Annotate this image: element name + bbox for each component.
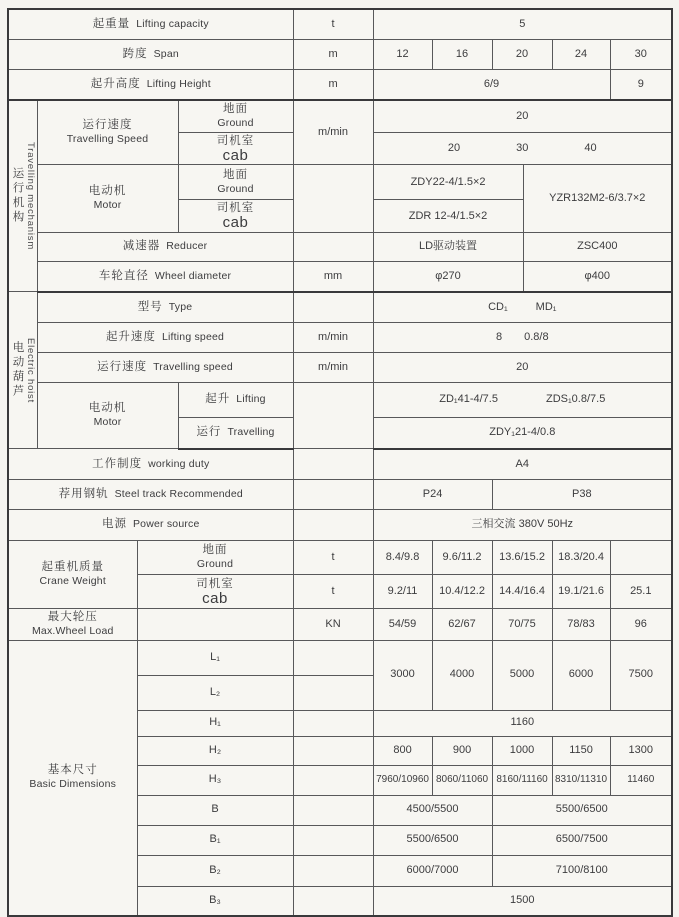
crane-weight-ground-label: 地面 Ground [137,540,293,574]
lifting-capacity-label: 起重量 Lifting capacity [8,9,293,40]
span-unit: m [293,40,373,70]
hoist-motor-travelling-value: ZDY₁21-4/0.8 [373,417,672,449]
dim-b2-label: B₂ [137,855,293,886]
mwl-12: 54/59 [373,608,432,640]
hoist-lifting-speed-unit: m/min [293,322,373,352]
working-duty-unit-cell [293,449,373,480]
hoist-lifting-speed-values: 8 0.8/8 [373,322,672,352]
working-duty-label: 工作制度 working duty [8,449,293,480]
max-wheel-load-label: 最大轮压 Max.Wheel Load [8,608,137,640]
reducer-label: 减速器 Reducer [37,232,293,261]
lifting-height-value-main: 6/9 [373,70,610,101]
dim-h2-24: 1150 [552,736,610,765]
lifting-height-label: 起升高度 Lifting Height [8,70,293,101]
span-value-30: 30 [610,40,672,70]
crane-weight-label: 起重机质量 Crane Weight [8,540,137,608]
steel-track-value-right: P38 [492,479,672,509]
wheel-diameter-unit: mm [293,261,373,292]
row-hoist-lifting-speed [8,322,672,352]
steel-track-value-left: P24 [373,479,492,509]
dim-l2-unit-cell [293,675,373,710]
dim-b1-right: 6500/7500 [492,825,672,855]
dim-b1-label: B₁ [137,825,293,855]
travelling-mechanism-band: 运行机构 Travelling mechanism [8,100,37,292]
crane-weight-cab-unit: t [293,574,373,608]
dim-l-30: 7500 [610,640,672,710]
power-source-value: 三相交流 380V 50Hz [373,509,672,540]
wheel-diameter-label: 车轮直径 Wheel diameter [37,261,293,292]
cw-cab-20: 14.4/16.4 [492,574,552,608]
row-max-wheel-load [8,608,672,640]
row-hoist-travelling-speed [8,352,672,382]
cw-cab-24: 19.1/21.6 [552,574,610,608]
dim-l-12: 3000 [373,640,432,710]
hoist-lifting-speed-label: 起升速度 Lifting speed [37,322,293,352]
reducer-unit-cell [293,232,373,261]
row-crane-weight-ground [8,540,672,574]
dim-l-20: 5000 [492,640,552,710]
dim-h2-30: 1300 [610,736,672,765]
lifting-capacity-value: 5 [373,9,672,40]
tm-motor-ground-value: ZDY22-4/1.5×2 [373,165,523,200]
tm-motor-cab-label: 司机室 cab [178,200,293,233]
dim-b-unit-cell [293,795,373,825]
row-trav-speed-ground [8,100,672,132]
span-value-12: 12 [373,40,432,70]
cw-ground-16: 9.6/11.2 [432,540,492,574]
reducer-value-right: ZSC400 [523,232,672,261]
dim-b2-unit-cell [293,855,373,886]
cw-cab-16: 10.4/12.2 [432,574,492,608]
hoist-type-values: CD₁ MD₁ [373,292,672,323]
mwl-24: 78/83 [552,608,610,640]
row-tm-motor-ground [8,165,672,200]
dim-b1-unit-cell [293,825,373,855]
hoist-motor-travelling-label: 运行 Travelling [178,417,293,449]
dim-h2-label: H₂ [137,736,293,765]
trav-speed-cab-values: 20 30 40 [373,132,672,165]
row-span [8,40,672,70]
hoist-type-unit-cell [293,292,373,323]
basic-dimensions-label: 基本尺寸 Basic Dimensions [8,640,137,916]
hoist-motor-lifting-label: 起升 Lifting [178,382,293,417]
dim-b2-right: 7100/8100 [492,855,672,886]
steel-track-unit-cell [293,479,373,509]
dim-b3-unit-cell [293,886,373,916]
cw-ground-20: 13.6/15.2 [492,540,552,574]
lifting-height-unit: m [293,70,373,101]
trav-speed-unit: m/min [293,100,373,165]
wheel-diameter-value-left: φ270 [373,261,523,292]
row-wheel-diameter [8,261,672,292]
trav-speed-ground-value: 20 [373,100,672,132]
dim-b-left: 4500/5500 [373,795,492,825]
span-label: 跨度 Span [8,40,293,70]
dim-h3-label: H₃ [137,765,293,795]
dim-b3-label: B₃ [137,886,293,916]
tm-motor-label: 电动机 Motor [37,165,178,233]
hoist-motor-lifting-values: ZD₁41-4/7.5 ZDS₁0.8/7.5 [373,382,672,417]
trav-speed-ground-label: 地面 Ground [178,100,293,132]
electric-hoist-band: 电动葫芦 Electric hoist [8,292,37,449]
row-steel-track [8,479,672,509]
dim-h2-unit-cell [293,736,373,765]
dim-h1-unit-cell [293,710,373,736]
crane-spec-table [7,8,673,917]
tm-motor-shared-value: YZR132M2-6/3.7×2 [523,165,672,233]
row-reducer [8,232,672,261]
dim-h1-value: 1160 [373,710,672,736]
span-value-24: 24 [552,40,610,70]
power-source-unit-cell [293,509,373,540]
cw-cab-30: 25.1 [610,574,672,608]
dim-h2-16: 900 [432,736,492,765]
hoist-type-label: 型号 Type [37,292,293,323]
hoist-motor-unit-cell [293,382,373,449]
cw-ground-24: 18.3/20.4 [552,540,610,574]
crane-weight-ground-unit: t [293,540,373,574]
dim-l-16: 4000 [432,640,492,710]
reducer-value-left: LD驱动装置 [373,232,523,261]
power-source-label: 电源 Power source [8,509,293,540]
dim-l2-label: L₂ [137,675,293,710]
dim-b1-left: 5500/6500 [373,825,492,855]
working-duty-value: A4 [373,449,672,480]
dim-h1-label: H₁ [137,710,293,736]
dim-b2-left: 6000/7000 [373,855,492,886]
dim-h3-30: 11460 [610,765,672,795]
dim-h3-20: 8160/11160 [492,765,552,795]
mwl-20: 70/75 [492,608,552,640]
dim-h3-12: 7960/10960 [373,765,432,795]
steel-track-label: 荐用钢轨 Steel track Recommended [8,479,293,509]
dim-h3-16: 8060/11060 [432,765,492,795]
mwl-16: 62/67 [432,608,492,640]
dim-b3-value: 1500 [373,886,672,916]
trav-speed-cab-label: 司机室 cab [178,132,293,165]
tm-motor-unit-cell [293,165,373,233]
dim-b-label: B [137,795,293,825]
dim-h2-20: 1000 [492,736,552,765]
wheel-diameter-value-right: φ400 [523,261,672,292]
dim-b-right: 5500/6500 [492,795,672,825]
dim-h2-12: 800 [373,736,432,765]
lifting-height-value-30: 9 [610,70,672,101]
max-wheel-load-unit: KN [293,608,373,640]
span-value-20: 20 [492,40,552,70]
row-lifting-capacity [8,9,672,40]
cw-ground-30 [610,540,672,574]
lifting-capacity-unit: t [293,9,373,40]
dim-h3-24: 8310/11310 [552,765,610,795]
dim-l1-label: L₁ [137,640,293,675]
dim-l1-unit-cell [293,640,373,675]
cw-ground-12: 8.4/9.8 [373,540,432,574]
row-hoist-type [8,292,672,323]
tm-motor-cab-value: ZDR 12-4/1.5×2 [373,200,523,233]
span-value-16: 16 [432,40,492,70]
dim-l-24: 6000 [552,640,610,710]
row-power-source [8,509,672,540]
max-wheel-load-sub-cell [137,608,293,640]
mwl-30: 96 [610,608,672,640]
row-dim-l1 [8,640,672,675]
crane-weight-cab-label: 司机室 cab [137,574,293,608]
dim-h3-unit-cell [293,765,373,795]
row-working-duty [8,449,672,480]
cw-cab-12: 9.2/11 [373,574,432,608]
tm-motor-ground-label: 地面 Ground [178,165,293,200]
hoist-travelling-speed-unit: m/min [293,352,373,382]
hoist-motor-label: 电动机 Motor [37,382,178,449]
hoist-travelling-speed-label: 运行速度 Travelling speed [37,352,293,382]
row-lifting-height [8,70,672,101]
hoist-travelling-speed-value: 20 [373,352,672,382]
row-hoist-motor-lifting [8,382,672,417]
trav-speed-label: 运行速度 Travelling Speed [37,100,178,165]
